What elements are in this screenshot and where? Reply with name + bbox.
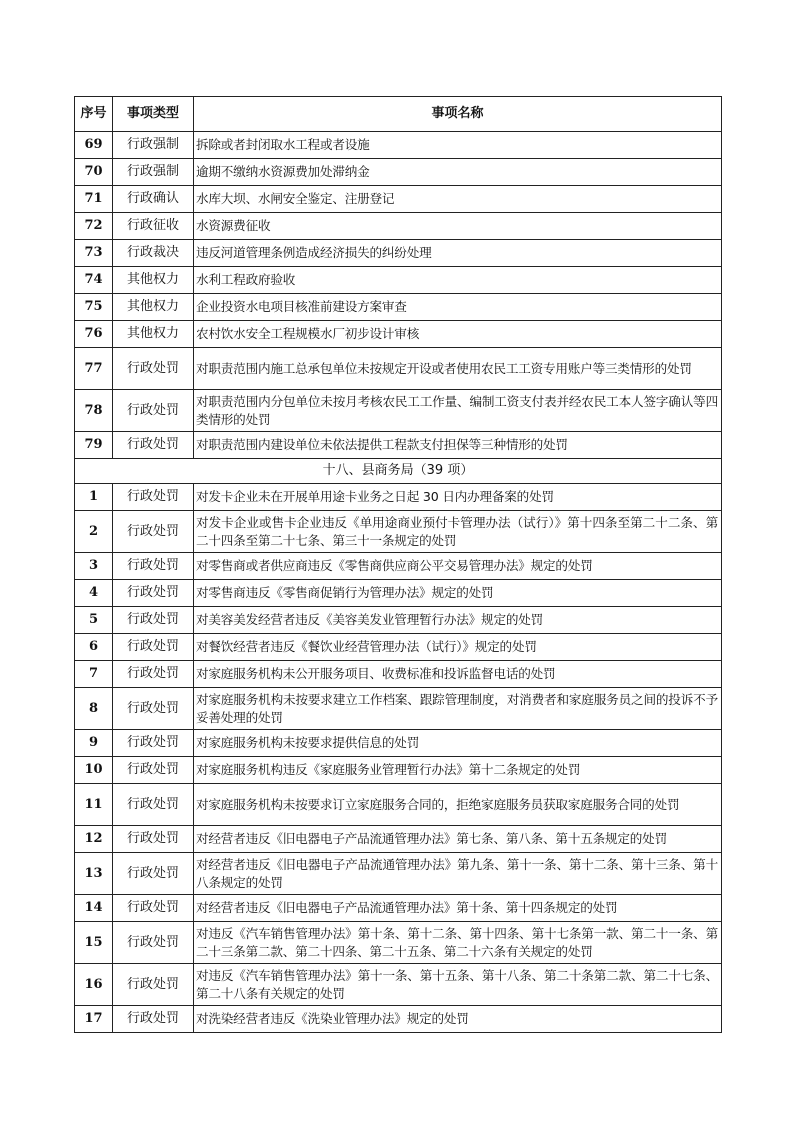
row-name: 对家庭服务机构未公开服务项目、收费标准和投诉监督电话的处罚 — [194, 661, 722, 688]
row-name: 对职责范围内施工总承包单位未按规定开设或者使用农民工工资专用账户等三类情形的处罚 — [194, 348, 722, 390]
table-row — [75, 553, 722, 580]
row-type: 行政处罚 — [113, 895, 194, 922]
row-type: 行政强制 — [113, 132, 194, 159]
table-row — [75, 688, 722, 730]
row-number: 13 — [75, 853, 113, 895]
row-number: 72 — [75, 213, 113, 240]
header-name: 事项名称 — [194, 97, 722, 132]
row-number: 16 — [75, 964, 113, 1006]
row-number: 77 — [75, 348, 113, 390]
row-type: 行政处罚 — [113, 390, 194, 432]
table-row — [75, 321, 722, 348]
row-name: 水资源费征收 — [194, 213, 722, 240]
row-name: 对发卡企业未在开展单用途卡业务之日起 30 日内办理备案的处罚 — [194, 484, 722, 511]
table-row — [75, 390, 722, 432]
table-body-bottom — [75, 484, 722, 1033]
row-type: 行政裁决 — [113, 240, 194, 267]
row-name: 对美容美发经营者违反《美容美发业管理暂行办法》规定的处罚 — [194, 607, 722, 634]
table-row — [75, 853, 722, 895]
row-name: 对家庭服务机构违反《家庭服务业管理暂行办法》第十二条规定的处罚 — [194, 757, 722, 784]
header-type: 事项类型 — [113, 97, 194, 132]
row-type: 行政处罚 — [113, 580, 194, 607]
row-name: 对家庭服务机构未按要求建立工作档案、跟踪管理制度，对消费者和家庭服务员之间的投诉不予妥善处理的处罚 — [194, 688, 722, 730]
row-type: 行政处罚 — [113, 730, 194, 757]
row-name: 对经营者违反《旧电器电子产品流通管理办法》第九条、第十一条、第十二条、第十三条、第十八条规定的处罚 — [194, 853, 722, 895]
row-name: 逾期不缴纳水资源费加处滞纳金 — [194, 159, 722, 186]
table-row — [75, 922, 722, 964]
row-name: 对经营者违反《旧电器电子产品流通管理办法》第七条、第八条、第十五条规定的处罚 — [194, 826, 722, 853]
row-type: 行政处罚 — [113, 607, 194, 634]
row-number: 11 — [75, 784, 113, 826]
row-name: 对洗染经营者违反《洗染业管理办法》规定的处罚 — [194, 1006, 722, 1033]
table-row — [75, 240, 722, 267]
table-row — [75, 432, 722, 459]
table-row — [75, 730, 722, 757]
table-row — [75, 159, 722, 186]
row-name: 对经营者违反《旧电器电子产品流通管理办法》第十条、第十四条规定的处罚 — [194, 895, 722, 922]
row-number: 70 — [75, 159, 113, 186]
document-page — [74, 96, 721, 1033]
row-number: 76 — [75, 321, 113, 348]
row-number: 73 — [75, 240, 113, 267]
row-type: 其他权力 — [113, 294, 194, 321]
row-number: 7 — [75, 661, 113, 688]
row-type: 其他权力 — [113, 267, 194, 294]
row-type: 其他权力 — [113, 321, 194, 348]
row-number: 12 — [75, 826, 113, 853]
row-type: 行政征收 — [113, 213, 194, 240]
row-type: 行政处罚 — [113, 826, 194, 853]
row-name: 对零售商或者供应商违反《零售商供应商公平交易管理办法》规定的处罚 — [194, 553, 722, 580]
row-name: 对家庭服务机构未按要求订立家庭服务合同的，拒绝家庭服务员获取家庭服务合同的处罚 — [194, 784, 722, 826]
row-type: 行政处罚 — [113, 757, 194, 784]
row-name: 对零售商违反《零售商促销行为管理办法》规定的处罚 — [194, 580, 722, 607]
row-type: 行政处罚 — [113, 688, 194, 730]
row-number: 1 — [75, 484, 113, 511]
row-type: 行政确认 — [113, 186, 194, 213]
row-type: 行政处罚 — [113, 484, 194, 511]
table-row — [75, 1006, 722, 1033]
items-table — [74, 96, 722, 1033]
row-type: 行政处罚 — [113, 348, 194, 390]
row-name: 农村饮水安全工程规模水厂初步设计审核 — [194, 321, 722, 348]
table-row — [75, 607, 722, 634]
row-number: 14 — [75, 895, 113, 922]
row-number: 10 — [75, 757, 113, 784]
row-number: 2 — [75, 511, 113, 553]
row-name: 水利工程政府验收 — [194, 267, 722, 294]
row-number: 4 — [75, 580, 113, 607]
row-name: 对职责范围内建设单位未依法提供工程款支付担保等三种情形的处罚 — [194, 432, 722, 459]
row-type: 行政处罚 — [113, 511, 194, 553]
table-row — [75, 964, 722, 1006]
table-row — [75, 186, 722, 213]
row-name: 违反河道管理条例造成经济损失的纠纷处理 — [194, 240, 722, 267]
table-row — [75, 784, 722, 826]
row-number: 17 — [75, 1006, 113, 1033]
row-number: 74 — [75, 267, 113, 294]
row-number: 75 — [75, 294, 113, 321]
row-number: 3 — [75, 553, 113, 580]
table-row — [75, 580, 722, 607]
row-type: 行政处罚 — [113, 432, 194, 459]
row-type: 行政处罚 — [113, 853, 194, 895]
row-number: 71 — [75, 186, 113, 213]
table-row — [75, 294, 722, 321]
table-header-row — [75, 97, 722, 132]
table-body-top — [75, 132, 722, 459]
row-type: 行政处罚 — [113, 1006, 194, 1033]
row-name: 企业投资水电项目核准前建设方案审查 — [194, 294, 722, 321]
table-row — [75, 895, 722, 922]
table-row — [75, 661, 722, 688]
row-number: 15 — [75, 922, 113, 964]
row-number: 5 — [75, 607, 113, 634]
row-number: 79 — [75, 432, 113, 459]
table-row — [75, 213, 722, 240]
row-name: 对餐饮经营者违反《餐饮业经营管理办法（试行）》规定的处罚 — [194, 634, 722, 661]
row-name: 水库大坝、水闸安全鉴定、注册登记 — [194, 186, 722, 213]
table-row — [75, 511, 722, 553]
row-type: 行政处罚 — [113, 922, 194, 964]
row-type: 行政处罚 — [113, 553, 194, 580]
row-name: 对职责范围内分包单位未按月考核农民工工作量、编制工资支付表并经农民工本人签字确认等四类情形的处罚 — [194, 390, 722, 432]
section-row-group — [75, 459, 722, 484]
table-row — [75, 348, 722, 390]
row-type: 行政处罚 — [113, 634, 194, 661]
table-row — [75, 132, 722, 159]
table-row — [75, 634, 722, 661]
row-number: 8 — [75, 688, 113, 730]
table-row — [75, 267, 722, 294]
table-row — [75, 757, 722, 784]
section-title: 十八、县商务局（39 项） — [75, 459, 722, 484]
row-number: 6 — [75, 634, 113, 661]
row-number: 69 — [75, 132, 113, 159]
row-type: 行政处罚 — [113, 784, 194, 826]
row-name: 对违反《汽车销售管理办法》第十一条、第十五条、第十八条、第二十条第二款、第二十七条、第二十八条有关规定的处罚 — [194, 964, 722, 1006]
table-row — [75, 826, 722, 853]
row-name: 对违反《汽车销售管理办法》第十条、第十二条、第十四条、第十七条第一款、第二十一条、第二十三条第二款、第二十四条、第二十五条、第二十六条有关规定的处罚 — [194, 922, 722, 964]
row-type: 行政处罚 — [113, 661, 194, 688]
row-name: 对发卡企业或售卡企业违反《单用途商业预付卡管理办法（试行）》第十四条至第二十二条、第二十四条至第二十七条、第三十一条规定的处罚 — [194, 511, 722, 553]
row-type: 行政强制 — [113, 159, 194, 186]
section-row — [75, 459, 722, 484]
row-name: 对家庭服务机构未按要求提供信息的处罚 — [194, 730, 722, 757]
row-number: 9 — [75, 730, 113, 757]
header-no: 序号 — [75, 97, 113, 132]
row-number: 78 — [75, 390, 113, 432]
row-name: 拆除或者封闭取水工程或者设施 — [194, 132, 722, 159]
row-type: 行政处罚 — [113, 964, 194, 1006]
table-row — [75, 484, 722, 511]
